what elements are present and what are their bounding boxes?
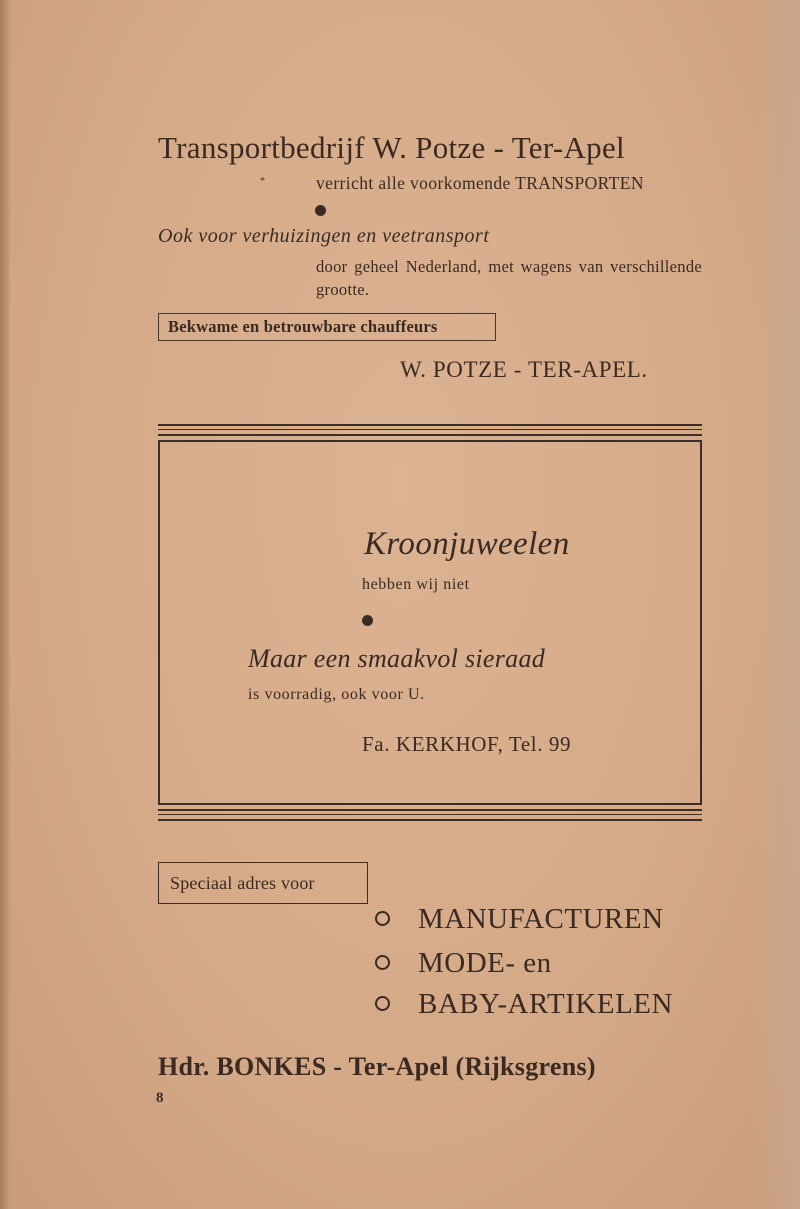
star-mark: *	[260, 176, 265, 187]
divider-rule	[158, 434, 702, 436]
list-item-label: BABY-ARTIKELEN	[418, 988, 673, 1020]
ad-potze-signature: W. POTZE - TER-APEL.	[400, 357, 648, 382]
circle-bullet-icon	[375, 955, 390, 970]
bullet-dot-icon	[315, 205, 326, 216]
ad-bonkes-signature: Hdr. BONKES - Ter-Apel (Rijksgrens)	[158, 1052, 596, 1081]
page-left-edge	[0, 0, 10, 1209]
circle-bullet-icon	[375, 996, 390, 1011]
divider-rule	[158, 814, 702, 815]
ad-kerkhof-body: is voorradig, ook voor U.	[248, 686, 425, 703]
ad-kerkhof-italic-line: Maar een smaakvol sieraad	[248, 644, 546, 673]
ad-potze-title: Transportbedrijf W. Potze - Ter-Apel	[158, 130, 625, 165]
divider-rule	[158, 424, 702, 426]
list-item	[375, 903, 664, 936]
divider-rule	[158, 429, 702, 430]
ad-potze-italic-line: Ook voor verhuizingen en veetransport	[158, 225, 490, 247]
list-item-label: MANUFACTUREN	[418, 903, 664, 935]
page-right-edge	[752, 0, 800, 1209]
page-number: 8	[156, 1090, 164, 1106]
list-item-label: MODE- en	[418, 947, 552, 979]
circle-bullet-icon	[375, 911, 390, 926]
ad-kerkhof-subtitle: hebben wij niet	[362, 576, 470, 593]
ad-kerkhof-signature: Fa. KERKHOF, Tel. 99	[362, 732, 572, 756]
ad-bonkes-box-label: Speciaal adres voor	[170, 873, 315, 893]
ad-potze-subtitle: verricht alle voorkomende TRANSPORTEN	[316, 173, 644, 193]
divider-rule	[158, 819, 702, 821]
bullet-dot-icon	[362, 615, 373, 626]
ad-kerkhof-title: Kroonjuweelen	[364, 526, 570, 562]
ad-potze-box-label: Bekwame en betrouwbare chauffeurs	[168, 317, 438, 336]
ad-potze-body: door geheel Nederland, met wagens van verschillende grootte.	[316, 257, 702, 299]
list-item	[375, 947, 552, 980]
list-item	[375, 988, 673, 1021]
divider-rule	[158, 809, 702, 811]
